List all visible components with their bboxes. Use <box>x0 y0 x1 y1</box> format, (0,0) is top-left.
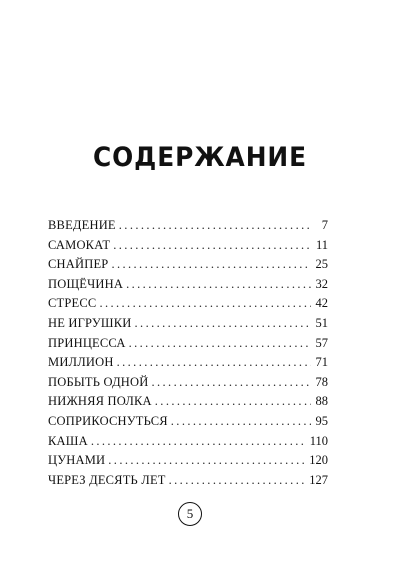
page-number: 5 <box>178 502 202 526</box>
dot-leader <box>129 334 311 354</box>
toc-entry-label: ВВЕДЕНИЕ <box>48 218 116 232</box>
toc-entry-page: 57 <box>315 335 328 350</box>
toc-entry[interactable] <box>48 334 328 354</box>
toc-entry[interactable] <box>48 314 328 334</box>
dot-leader <box>119 216 311 236</box>
toc-entry[interactable] <box>48 294 328 314</box>
toc-entry[interactable] <box>48 471 328 491</box>
toc-entry-page: 32 <box>315 276 328 291</box>
page-title: СОДЕРЖАНИЕ <box>92 142 308 173</box>
toc-entry-page: 42 <box>315 296 328 311</box>
toc-entry-label: ПРИНЦЕССА <box>48 335 126 350</box>
dot-leader <box>169 471 307 491</box>
toc-entry-page: 120 <box>309 453 328 468</box>
toc-entry-label: ЧЕРЕЗ ДЕСЯТЬ ЛЕТ <box>48 472 166 487</box>
toc-entry[interactable] <box>48 412 328 432</box>
table-of-contents <box>48 216 328 490</box>
toc-entry[interactable] <box>48 451 328 471</box>
toc-entry-label: КАША <box>48 433 88 448</box>
toc-entry[interactable] <box>48 216 328 236</box>
toc-entry[interactable] <box>48 392 328 412</box>
toc-entry-page: 25 <box>315 257 328 272</box>
toc-entry-label: СТРЕСС <box>48 296 97 311</box>
toc-entry-label: ПОЩЁЧИНА <box>48 276 124 291</box>
toc-entry[interactable] <box>48 236 328 256</box>
toc-entry-label: СНАЙПЕР <box>48 257 109 272</box>
toc-entry-page: 51 <box>315 315 328 330</box>
toc-entry-page: 110 <box>309 433 328 448</box>
toc-entry-page: 71 <box>315 355 328 370</box>
toc-entry[interactable] <box>48 373 328 393</box>
dot-leader <box>117 353 311 373</box>
toc-entry-label: САМОКАТ <box>48 237 111 252</box>
dot-leader <box>108 451 306 471</box>
toc-entry-page: 7 <box>321 218 328 232</box>
dot-leader <box>111 255 311 275</box>
dot-leader <box>91 432 307 452</box>
toc-entry-label: СОПРИКОСНУТЬСЯ <box>48 413 168 428</box>
toc-entry-label: ПОБЫТЬ ОДНОЙ <box>48 374 149 389</box>
toc-entry-page: 127 <box>309 472 328 487</box>
toc-entry-page: 78 <box>315 374 328 389</box>
dot-leader <box>155 392 311 412</box>
toc-entry-label: НЕ ИГРУШКИ <box>48 315 132 330</box>
toc-entry-page: 88 <box>315 394 328 409</box>
dot-leader <box>99 294 311 314</box>
dot-leader <box>113 236 311 256</box>
dot-leader <box>135 314 311 334</box>
toc-entry-label: ЦУНАМИ <box>48 453 106 468</box>
toc-entry-page: 95 <box>315 413 328 428</box>
dot-leader <box>126 275 311 295</box>
toc-entry-label: МИЛЛИОН <box>48 355 114 370</box>
toc-entry-page: 11 <box>315 237 328 252</box>
toc-entry[interactable] <box>48 353 328 373</box>
dot-leader <box>151 373 311 393</box>
toc-entry-label: НИЖНЯЯ ПОЛКА <box>48 394 152 409</box>
toc-entry[interactable] <box>48 432 328 452</box>
dot-leader <box>171 412 311 432</box>
toc-entry[interactable] <box>48 275 328 295</box>
toc-entry[interactable] <box>48 255 328 275</box>
